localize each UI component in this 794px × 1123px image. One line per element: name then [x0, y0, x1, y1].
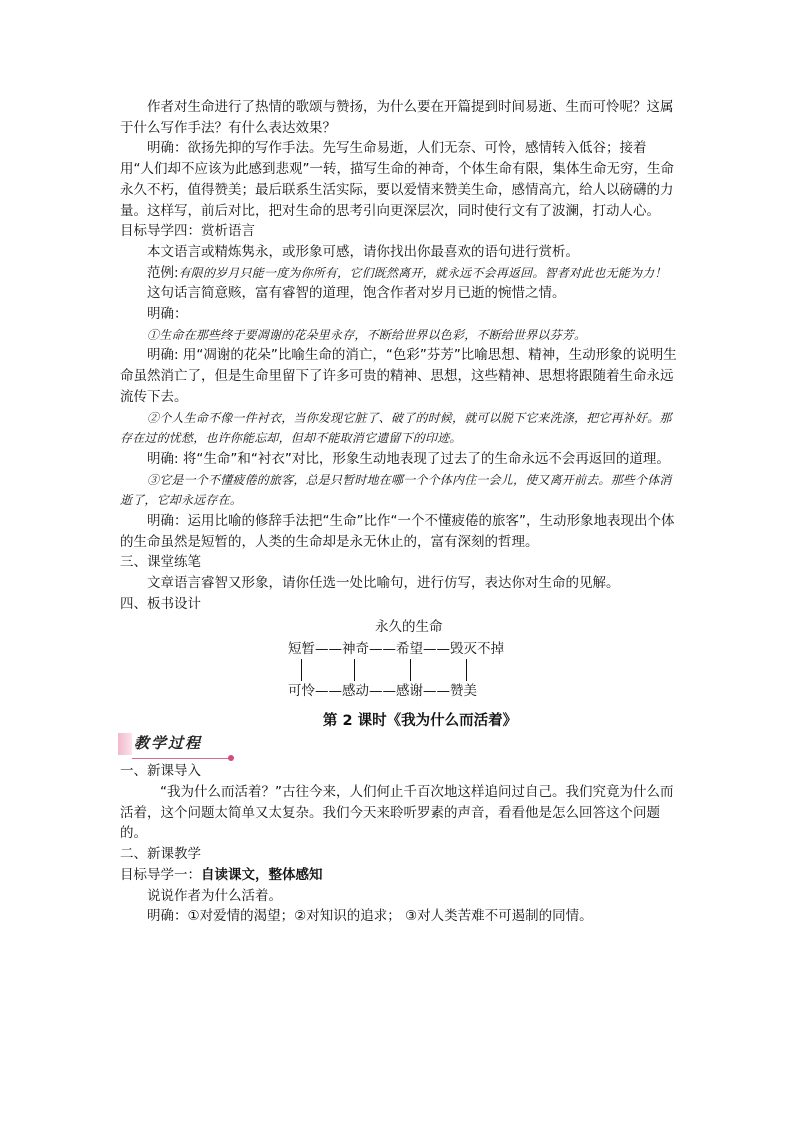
quote-1: ①生命在那些终于要凋谢的花朵里永存，不断给世界以色彩，不断给世界以芬芳。	[147, 327, 587, 342]
board-row-bottom: 可怜——感动——感谢——赞美	[288, 682, 477, 699]
task-question: 说说作者为什么活着。	[147, 887, 282, 904]
question-paragraph: 作者对生命进行了热情的歌颂与赞扬，为什么要在开篇提到时间易逝、生而可怜呢？这属于什么写作手法？有什么表达效果？	[120, 99, 674, 136]
task-paragraph: 本文语言或精炼隽永，或形象可感，请你找出你最喜欢的语句进行赏析。	[147, 243, 579, 260]
board-title: 永久的生命	[375, 618, 443, 635]
document-body	[120, 97, 680, 927]
intro-paragraph: “我为什么而活着？”古往今来，人们何止千百次地这样追问过自己。我们究竟为什么而活着，这个问题太简单又太复杂。我们今天来聆听罗素的声音，看看他是怎么回答这个问题的。	[120, 783, 674, 842]
goal-1-heading	[120, 865, 680, 886]
goal-1-text: 自读课文，整体感知	[201, 866, 323, 883]
board-design	[120, 615, 680, 711]
banner-underline	[132, 758, 232, 759]
answer-2: 明确: 将“生命”和“衬衣”对比，形象生动地表现了过去了的生命永远不会再返回的道理。	[147, 450, 670, 467]
board-row-top: 短暂——神奇——希望——毁灭不掉	[288, 640, 504, 657]
answer-paragraph: 明确：欲扬先抑的写作手法。先写生命易逝，人们无奈、可怜，感情转入低谷；接着用“人们却不应该为此感到悲观”一转，描写生命的神奇，个体生命有限，集体生命无穷，生命永久不朽，值得赞美；最后联系生活实际，要以爱情来赞美生命，感情高亢，给人以磅礴的力量。这样写，前后对比，把对生命的思考引向更深层次，同时使行文有了波澜，打动人心。	[120, 140, 674, 219]
practice-paragraph: 文章语言睿智又形象，请你任选一处比喻句，进行仿写，表达你对生命的见解。	[147, 575, 620, 592]
goal-1-prefix: 目标导学一：	[120, 866, 201, 883]
board-connector	[410, 659, 411, 681]
board-connector	[354, 659, 355, 681]
answer-3: 明确：运用比喻的修辞手法把“生命”比作“一个不懂疲倦的旅客”，生动形象地表现出个体的生命虽然是短暂的，人类的生命却是永无休止的，富有深刻的哲理。	[120, 513, 675, 550]
board-connector	[466, 659, 467, 681]
answer-1: 明确: 用“凋谢的花朵”比喻生命的消亡，“色彩”芬芳”比喻思想、精神，生动形象的说明生命虽然消亡了，但是生命里留下了许多可贵的精神、思想，这些精神、思想将跟随着生命永远流传下去。	[120, 347, 677, 405]
task-answer: 明确：①对爱情的渴望；②对知识的追求； ③对人类苦难不可遏制的同情。	[147, 908, 593, 925]
section-heading-board: 四、板书设计	[120, 595, 201, 612]
section-heading-practice: 三、课堂练笔	[120, 554, 201, 571]
banner-label: 教学过程	[134, 734, 203, 753]
board-connector	[301, 659, 302, 681]
banner-swatch	[118, 733, 132, 755]
banner-dot	[228, 755, 234, 761]
example-paragraph	[120, 263, 680, 284]
section-heading-teaching: 二、新课教学	[120, 846, 201, 863]
quote-2: ②个人生命不像一件衬衣，当你发现它脏了、破了的时候，就可以脱下它来洗涤，把它再补好。那存在过的忧愁，也许你能忘却，但却不能取消它遗留下的印迹。	[120, 410, 672, 446]
example-comment: 这句话言简意赅，富有睿智的道理，饱含作者对岁月已逝的惋惜之情。	[147, 285, 566, 302]
section-heading-goal4: 目标导学四：赏析语言	[120, 223, 255, 240]
lesson-title: 第 2 课时《我为什么而活着》	[322, 712, 518, 729]
example-label: 范例:	[147, 264, 179, 281]
teaching-process-banner	[118, 731, 680, 761]
quote-3: ③它是一个不懂疲倦的旅客，总是只暂时地在哪一个个体内住一会儿，使又离开前去。那些个体消逝了，它却永远存在。	[120, 472, 672, 508]
answer-label: 明确：	[147, 306, 188, 323]
section-heading-intro: 一、新课导入	[120, 763, 201, 780]
example-quote: 有限的岁月只能一度为你所有，它们既然离开，就永远不会再返回。智者对此也无能为力！	[178, 265, 667, 280]
